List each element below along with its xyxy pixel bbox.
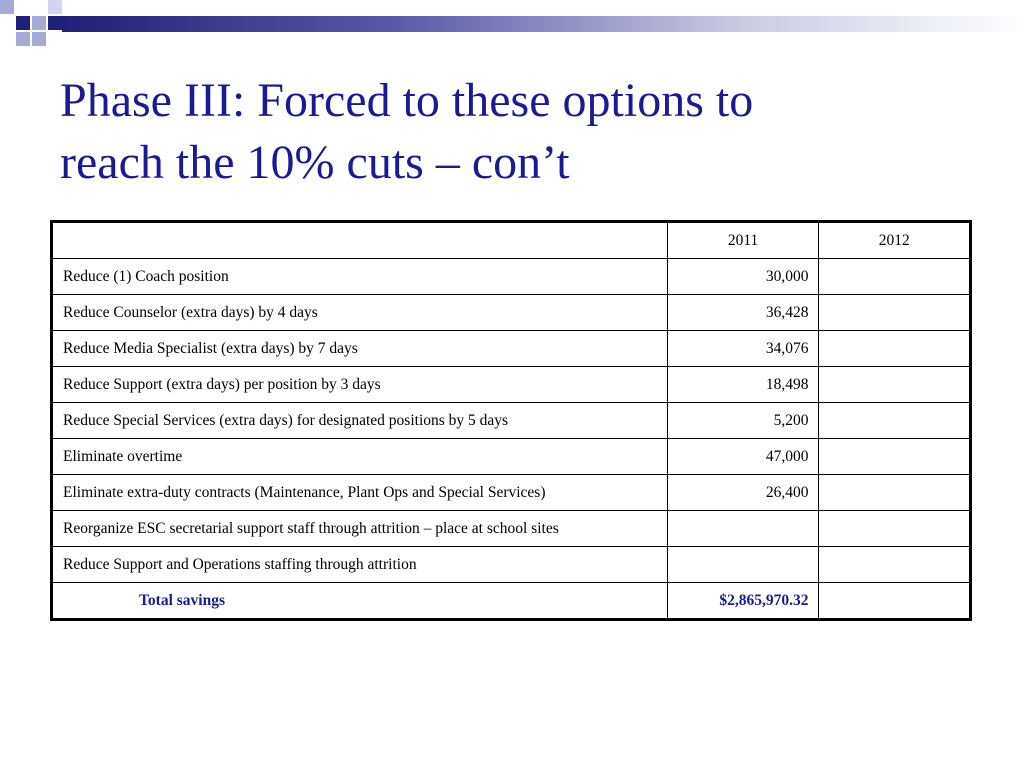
row-value-2011: 36,428 xyxy=(667,295,819,331)
row-label: Reduce (1) Coach position xyxy=(52,259,668,295)
row-value-2012 xyxy=(819,511,971,547)
total-value-2011: $2,865,970.32 xyxy=(667,583,819,620)
table-row xyxy=(52,439,971,475)
decor-square xyxy=(16,16,30,30)
total-label: Total savings xyxy=(52,583,668,620)
row-label: Reduce Special Services (extra days) for designated positions by 5 days xyxy=(52,403,668,439)
table-row xyxy=(52,403,971,439)
decor-square xyxy=(48,0,62,14)
decor-square xyxy=(32,32,46,46)
row-label: Eliminate extra-duty contracts (Maintenance, Plant Ops and Special Services) xyxy=(52,475,668,511)
total-row xyxy=(52,583,971,620)
savings-table xyxy=(50,220,972,621)
row-value-2011: 34,076 xyxy=(667,331,819,367)
table-row xyxy=(52,367,971,403)
title-line-2: reach the 10% cuts – con’t xyxy=(60,136,570,189)
row-value-2012 xyxy=(819,547,971,583)
table-row xyxy=(52,547,971,583)
row-value-2011: 47,000 xyxy=(667,439,819,475)
header-gradient-bar xyxy=(62,16,1024,32)
row-value-2011: 30,000 xyxy=(667,259,819,295)
slide-title xyxy=(60,70,960,194)
row-value-2011 xyxy=(667,547,819,583)
row-value-2012 xyxy=(819,475,971,511)
row-value-2012 xyxy=(819,259,971,295)
row-value-2012 xyxy=(819,367,971,403)
row-value-2011 xyxy=(667,511,819,547)
row-value-2012 xyxy=(819,439,971,475)
row-value-2011: 26,400 xyxy=(667,475,819,511)
row-label: Reduce Media Specialist (extra days) by 7 days xyxy=(52,331,668,367)
decor-square xyxy=(48,16,62,30)
row-value-2011: 18,498 xyxy=(667,367,819,403)
table-row xyxy=(52,475,971,511)
row-value-2012 xyxy=(819,295,971,331)
table-row xyxy=(52,259,971,295)
decor-square xyxy=(16,32,30,46)
header-cell-2012: 2012 xyxy=(819,222,971,259)
table-row xyxy=(52,511,971,547)
decor-square xyxy=(32,16,46,30)
row-label: Reduce Support and Operations staffing through attrition xyxy=(52,547,668,583)
row-value-2012 xyxy=(819,331,971,367)
row-label: Eliminate overtime xyxy=(52,439,668,475)
table-row xyxy=(52,295,971,331)
row-value-2011: 5,200 xyxy=(667,403,819,439)
row-label: Reorganize ESC secretarial support staff through attrition – place at school sites xyxy=(52,511,668,547)
table-row xyxy=(52,331,971,367)
table-header-row xyxy=(52,222,971,259)
total-value-2012 xyxy=(819,583,971,620)
decor-square xyxy=(0,0,14,14)
row-value-2012 xyxy=(819,403,971,439)
title-line-1: Phase III: Forced to these options to xyxy=(60,74,754,127)
row-label: Reduce Support (extra days) per position by 3 days xyxy=(52,367,668,403)
header-cell-item xyxy=(52,222,668,259)
header-cell-2011: 2011 xyxy=(667,222,819,259)
row-label: Reduce Counselor (extra days) by 4 days xyxy=(52,295,668,331)
